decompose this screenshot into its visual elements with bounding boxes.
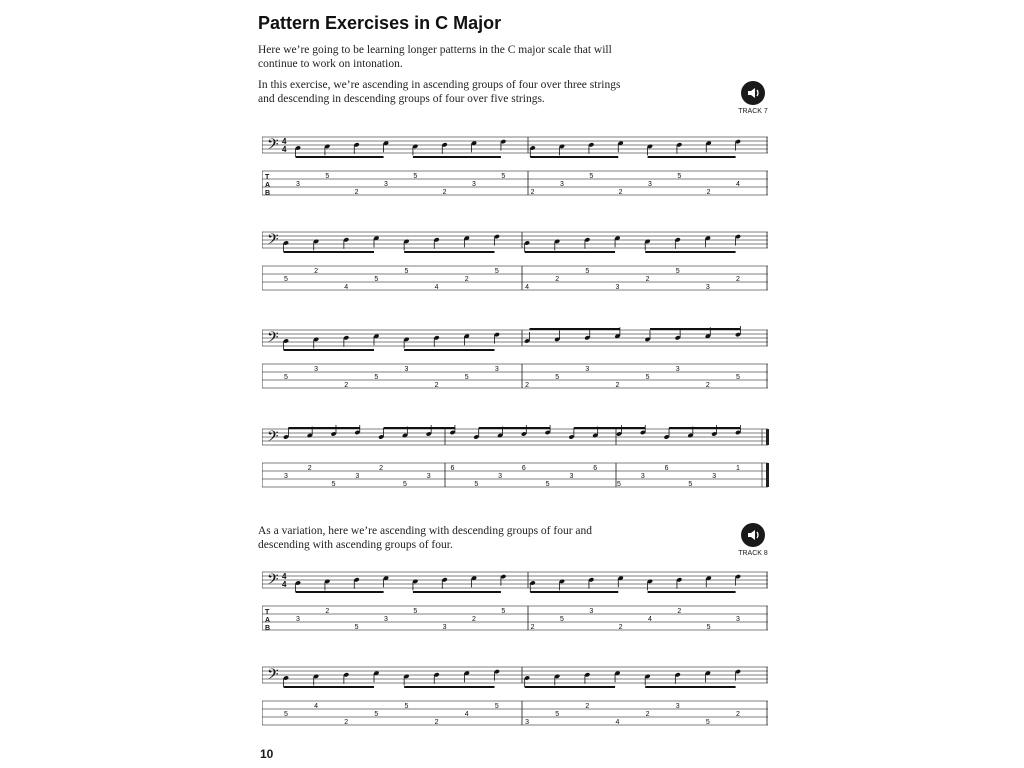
exercise-2-instructions: As a variation, here we’re ascending with descending groups of four and descending with ascending groups of four. [258, 525, 593, 551]
tab-number: 5 [413, 173, 418, 180]
tab-number: 2 [525, 382, 529, 389]
tab-number: 5 [501, 173, 506, 180]
tab-number: 3 [560, 181, 564, 188]
tab-number: 5 [560, 616, 564, 623]
tab-number: 2 [379, 465, 384, 472]
tab-number: 5 [645, 374, 650, 381]
track-8-badge[interactable] [728, 523, 778, 557]
speaker-icon [741, 81, 765, 105]
track-label: TRACK 7 [738, 108, 768, 115]
bass-clef-icon: 𝄢 [267, 231, 279, 251]
tab-number: 2 [530, 624, 535, 631]
tab-number: 3 [589, 608, 594, 615]
tab-number: 2 [434, 382, 439, 389]
tab-number: 2 [618, 624, 623, 631]
final-barline [766, 463, 769, 487]
tab-number: 5 [617, 481, 621, 488]
tab-number: 3 [498, 473, 503, 480]
final-barline [766, 429, 769, 445]
tab-number: 5 [404, 268, 409, 275]
tab-number: 6 [450, 465, 455, 472]
tab-number: 3 [314, 366, 319, 373]
tab-number: 2 [677, 608, 682, 615]
tab-number: 4 [736, 181, 740, 188]
time-signature: 4 [282, 137, 287, 146]
tab-number: 6 [521, 465, 526, 472]
tab-number: 3 [675, 703, 680, 710]
music-system-6 [262, 663, 772, 748]
tab-number: 3 [494, 366, 499, 373]
tab-number: 3 [569, 473, 574, 480]
tab-number: 2 [314, 268, 319, 275]
tab-number: 5 [284, 711, 288, 718]
tab-number: 3 [705, 284, 710, 291]
music-system-5 [262, 568, 772, 653]
tab-number: 3 [296, 181, 300, 188]
time-signature: 4 [282, 572, 287, 581]
music-system-3 [262, 326, 772, 411]
music-system-4 [262, 425, 772, 510]
tab-number: 5 [545, 481, 550, 488]
time-signature: 4 [282, 580, 287, 589]
tab-number: 2 [354, 189, 359, 196]
tab-number: 5 [404, 703, 409, 710]
tab-number: 5 [706, 624, 711, 631]
tab-number: 4 [344, 284, 349, 291]
tab-label: B [265, 190, 271, 197]
tab-number: 2 [472, 616, 476, 623]
tab-number: 5 [555, 374, 560, 381]
tab-number: 5 [354, 624, 359, 631]
tab-number: 5 [413, 608, 418, 615]
tab-number: 3 [640, 473, 645, 480]
tab-number: 3 [384, 616, 388, 623]
tab-number: 2 [736, 276, 740, 283]
tab-number: 5 [675, 268, 680, 275]
bass-clef-icon: 𝄢 [267, 428, 279, 448]
tab-label: A [265, 182, 271, 189]
bass-clef-icon: 𝄢 [267, 329, 279, 349]
tab-number: 2 [615, 382, 620, 389]
tab-number: 3 [675, 366, 680, 373]
tab-number: 5 [501, 608, 506, 615]
bass-clef-icon: 𝄢 [267, 571, 279, 591]
tab-number: 5 [402, 481, 407, 488]
tab-number: 5 [736, 374, 740, 381]
tab-number: 3 [426, 473, 431, 480]
tab-number: 5 [677, 173, 682, 180]
tab-number: 2 [585, 703, 590, 710]
page-number: 10 [260, 747, 274, 761]
tab-label: A [265, 617, 271, 624]
tab-number: 4 [525, 284, 529, 291]
tab-number: 2 [530, 189, 535, 196]
tab-number: 2 [706, 189, 711, 196]
tab-number: 2 [618, 189, 623, 196]
tab-number: 3 [284, 473, 288, 480]
exercise-1-instructions: In this exercise, we’re ascending in ascending groups of four over three strings and descending in descending groups of four over five strings. [258, 79, 621, 105]
tab-number: 5 [688, 481, 693, 488]
tab-number: 4 [314, 703, 319, 710]
tab-number: 5 [374, 374, 379, 381]
bass-clef-icon: 𝄢 [267, 136, 279, 156]
bass-clef-icon: 𝄢 [267, 666, 279, 686]
music-system-1 [262, 133, 772, 218]
tab-number: 2 [307, 465, 312, 472]
tab-number: 1 [736, 465, 740, 472]
tab-number: 2 [555, 276, 560, 283]
track-7-badge[interactable] [728, 81, 778, 115]
tab-number: 2 [645, 711, 650, 718]
tab-number: 3 [736, 616, 740, 623]
tab-number: 2 [736, 711, 740, 718]
tab-number: 2 [325, 608, 330, 615]
tab-number: 3 [384, 181, 388, 188]
tab-number: 2 [442, 189, 447, 196]
tab-number: 6 [664, 465, 669, 472]
time-signature: 4 [282, 145, 287, 154]
tab-number: 5 [284, 276, 288, 283]
speaker-icon [741, 523, 765, 547]
tab-number: 3 [296, 616, 300, 623]
tab-number: 3 [648, 181, 652, 188]
tab-label: T [265, 174, 270, 181]
tab-number: 4 [464, 711, 469, 718]
tab-number: 2 [344, 382, 349, 389]
tab-number: 2 [434, 719, 439, 726]
tab-number: 5 [374, 711, 379, 718]
tab-label: B [265, 625, 271, 632]
tab-number: 5 [331, 481, 336, 488]
tab-number: 5 [494, 268, 499, 275]
tab-number: 4 [434, 284, 439, 291]
tab-number: 5 [464, 374, 469, 381]
tab-number: 4 [615, 719, 620, 726]
tab-number: 5 [589, 173, 594, 180]
music-system-2 [262, 228, 772, 313]
tab-number: 5 [474, 481, 479, 488]
tab-number: 3 [355, 473, 360, 480]
tab-number: 3 [615, 284, 620, 291]
tab-number: 5 [374, 276, 379, 283]
tab-number: 3 [442, 624, 447, 631]
tab-number: 5 [705, 719, 710, 726]
tab-number: 3 [404, 366, 409, 373]
page-title: Pattern Exercises in C Major [258, 13, 502, 33]
tab-number: 2 [344, 719, 349, 726]
tab-number: 3 [525, 719, 529, 726]
tab-number: 5 [284, 374, 288, 381]
tab-number: 5 [585, 268, 590, 275]
tab-label: T [265, 609, 270, 616]
tab-number: 3 [585, 366, 590, 373]
tab-number: 5 [325, 173, 330, 180]
tab-number: 2 [464, 276, 469, 283]
tab-number: 2 [705, 382, 710, 389]
tab-number: 2 [645, 276, 650, 283]
tab-number: 5 [555, 711, 560, 718]
track-label: TRACK 8 [738, 550, 768, 557]
tab-number: 6 [593, 465, 598, 472]
intro-paragraph: Here we’re going to be learning longer patterns in the C major scale that will continue to work on intonation. [258, 44, 612, 70]
tab-number: 5 [494, 703, 499, 710]
tab-number: 4 [648, 616, 652, 623]
tab-number: 3 [712, 473, 717, 480]
tab-number: 3 [472, 181, 476, 188]
